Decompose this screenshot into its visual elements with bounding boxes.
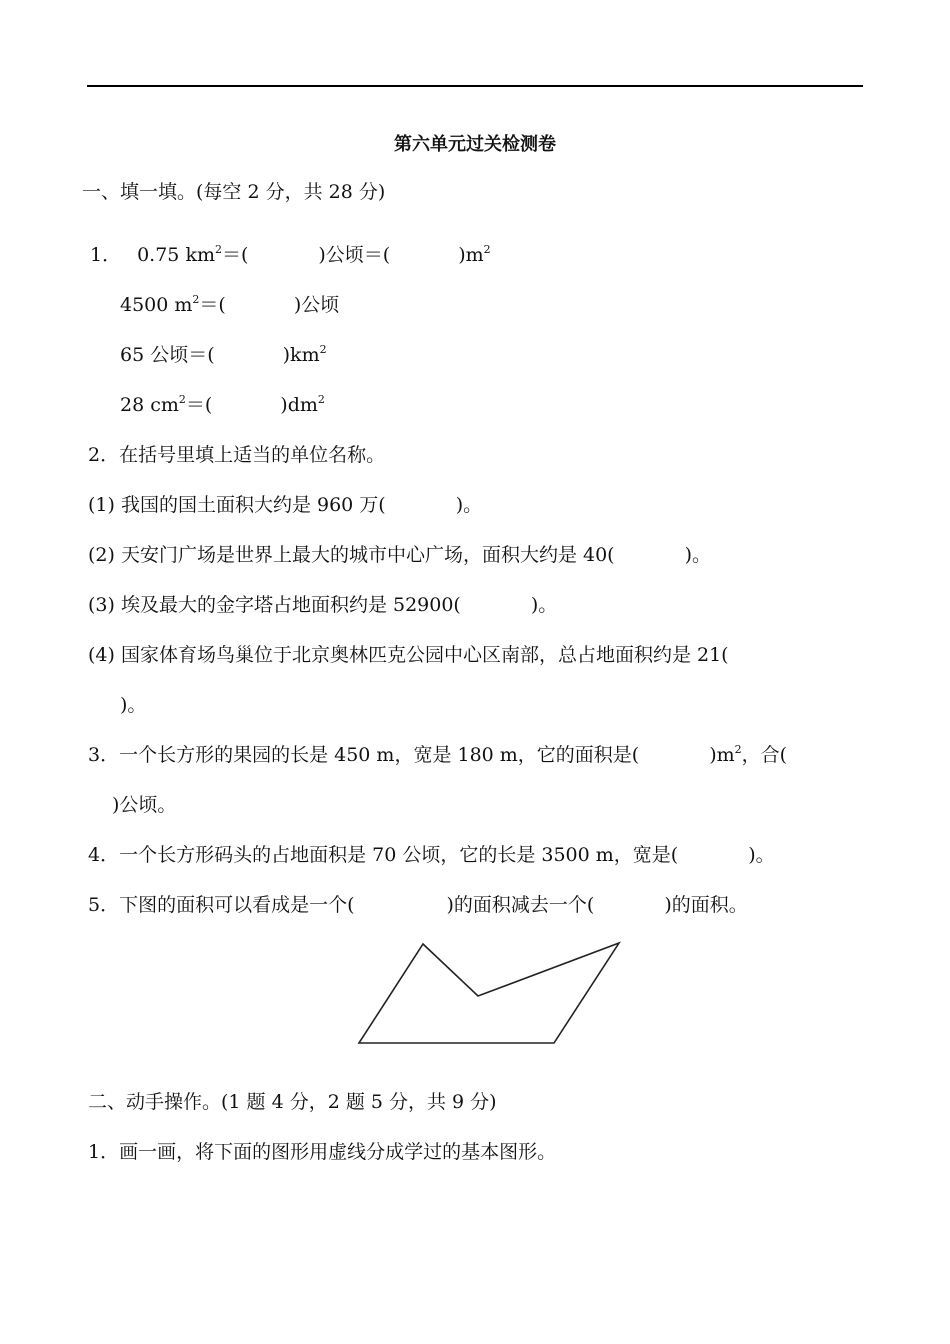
q1-l1-text: )公顷＝( <box>318 244 391 266</box>
q1-l4-text: ＝( <box>185 394 213 416</box>
section1-heading: 一、填一填。(每空 2 分，共 28 分) <box>82 181 386 203</box>
section2-q1: 1．画一画，将下面的图形用虚线分成学过的基本图形。 <box>88 1141 557 1163</box>
q3-text: 3．一个长方形的果园的长是 450 m，宽是 180 m，它的面积是( <box>88 744 640 766</box>
q2-item-text: (4) 国家体育场鸟巢位于北京奥林匹克公园中心区南部，总占地面积约是 21( <box>88 644 729 666</box>
q1-l3-text: )km <box>282 344 320 366</box>
q2-prompt: 2．在括号里填上适当的单位名称。 <box>88 444 386 466</box>
q1-line2 <box>120 293 339 317</box>
q1-number: 1． <box>90 244 122 266</box>
q3-line2: )公顷。 <box>112 794 177 816</box>
page-title: 第六单元过关检测卷 <box>394 134 556 155</box>
q5-line <box>88 893 748 917</box>
q5-text: 5．下图的面积可以看成是一个( <box>88 894 355 916</box>
q1-line1 <box>90 243 491 267</box>
q1-l4-text: 28 cm <box>120 394 179 416</box>
q5-text: )的面积。 <box>664 894 748 916</box>
q2-item-1 <box>88 493 482 517</box>
sup: 2 <box>319 343 327 356</box>
q1-l3-text: 65 公顷＝( <box>120 344 215 366</box>
q2-item-text: (3) 埃及最大的金字塔占地面积约是 52900( <box>88 594 461 616</box>
sup: 2 <box>483 243 491 256</box>
top-rule <box>87 85 863 87</box>
q2-item-4 <box>88 643 729 667</box>
sup: 2 <box>192 293 200 306</box>
sup: 2 <box>178 393 186 406</box>
section2-heading: 二、动手操作。(1 题 4 分，2 题 5 分，共 9 分) <box>88 1091 497 1113</box>
q2-item-text: (2) 天安门广场是世界上最大的城市中心广场，面积大约是 40( <box>88 544 615 566</box>
q4-line <box>88 843 775 867</box>
q2-item-text: (1) 我国的国土面积大约是 960 万( <box>88 494 386 516</box>
q2-item-text: )。 <box>530 594 558 616</box>
q3-text: ，合( <box>741 744 788 766</box>
q3-line1 <box>88 743 787 767</box>
q1-l2-text: ＝( <box>199 294 226 316</box>
q1-l2-text: 4500 m <box>120 294 193 316</box>
q1-line4 <box>120 393 325 417</box>
q1-l1-text: 0.75 km <box>137 244 215 266</box>
q5-text: )的面积减去一个( <box>446 894 595 916</box>
q3-text: )m <box>709 744 735 766</box>
q2-item-3 <box>88 593 557 617</box>
q1-l4-text: )dm <box>280 394 318 416</box>
q1-l1-text: )m <box>458 244 484 266</box>
q2-item-2 <box>88 543 711 567</box>
q4-text: )。 <box>748 844 775 866</box>
polygon-figure <box>350 936 630 1052</box>
q2-item-text: )。 <box>684 544 712 566</box>
sup: 2 <box>734 743 742 756</box>
q1-l2-text: )公顷 <box>293 294 340 316</box>
q2-item-text: )。 <box>455 494 483 516</box>
concave-pentagon <box>359 943 619 1043</box>
q2-item-4-cont: )。 <box>120 694 147 716</box>
q4-text: 4．一个长方形码头的占地面积是 70 公顷，它的长是 3500 m，宽是( <box>88 844 679 866</box>
q1-line3 <box>120 343 327 367</box>
q1-l1-text: ＝( <box>221 244 249 266</box>
sup: 2 <box>317 393 325 406</box>
sup: 2 <box>214 243 222 256</box>
